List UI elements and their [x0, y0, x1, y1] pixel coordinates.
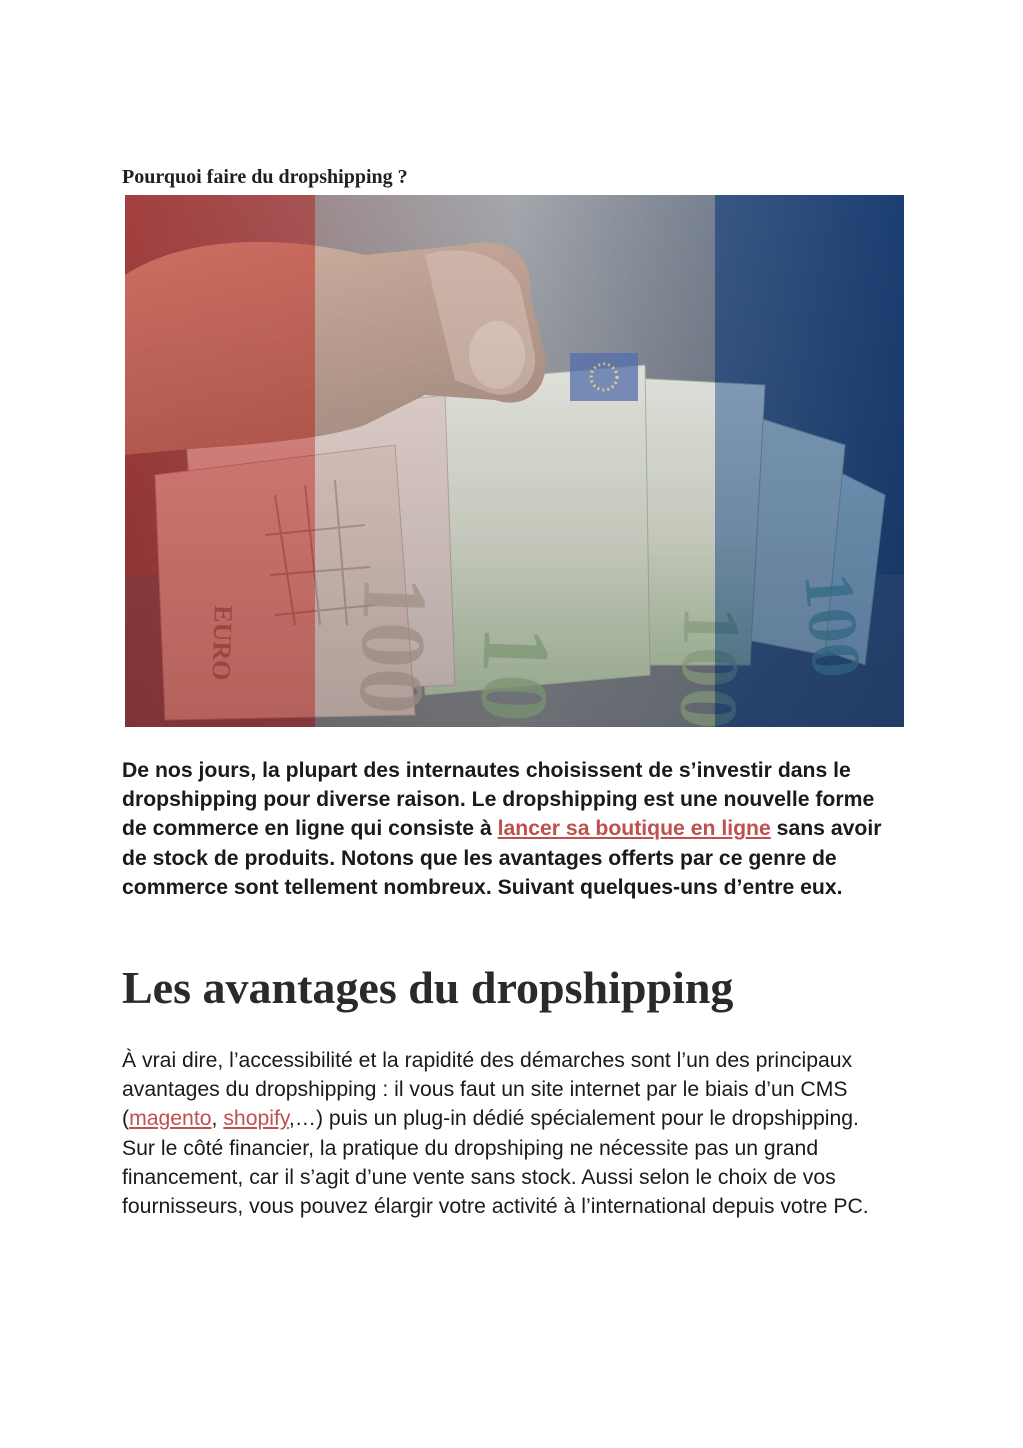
body-text-1: À vrai dire, l’accessibilité et la rapidité des démarches sont l’un des principaux avantages du dropshipping : il vous faut un site internet par le biais d’un CMS (	[122, 1049, 853, 1131]
section-heading: Les avantages du dropshipping	[122, 962, 734, 1013]
shopify-link[interactable]: shopify	[223, 1107, 289, 1131]
body-paragraph	[122, 1046, 897, 1221]
intro-paragraph	[122, 756, 892, 902]
money-hand-photo-icon	[125, 195, 904, 727]
body-text-2: ,…) puis un plug-in dédié spécialement pour le dropshipping. Sur le côté financier, la pratique du dropshiping ne nécessite pas un grand financement, car il s’agit d’une vente sans stock. Aussi selon le choix de vos fournisseurs, vous pouvez élargir votre activité à l’international depuis votre PC.	[122, 1107, 869, 1219]
boutique-link[interactable]: lancer sa boutique en ligne	[497, 817, 771, 841]
intro-text-before: De nos jours, la plupart des internautes choisissent de s’investir dans le dropshipping pour diverse raison. Le dropshipping est une nouvelle forme de commerce en ligne qui consiste à	[122, 759, 875, 841]
intro-text-after: sans avoir de stock de produits. Notons que les avantages offerts par ce genre de commerce sont tellement nombreux. Suivant quelques-uns d’entre eux.	[122, 817, 882, 899]
separator-text: ,	[211, 1107, 224, 1131]
hero-image	[125, 195, 904, 727]
magento-link[interactable]: magento	[129, 1107, 212, 1131]
page-title: Pourquoi faire du dropshipping ?	[122, 166, 408, 188]
